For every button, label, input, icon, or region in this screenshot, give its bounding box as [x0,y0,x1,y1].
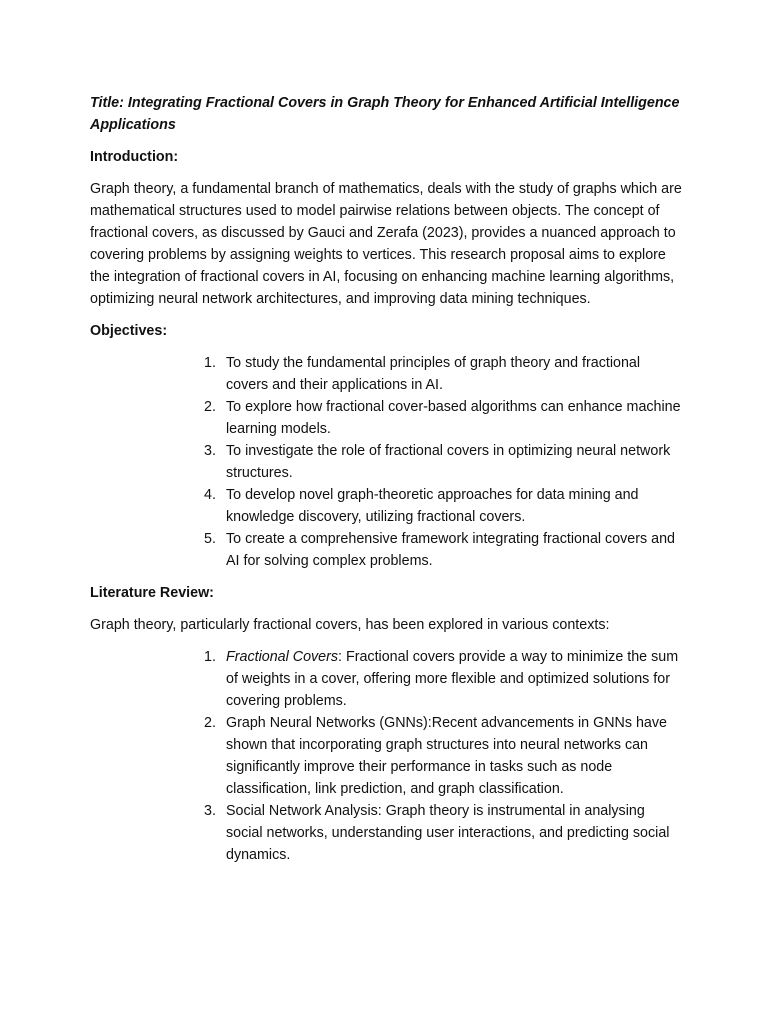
list-number: 3. [204,803,216,819]
list-item [204,484,682,528]
literature-review-intro: Graph theory, particularly fractional covers, has been explored in various contexts: [90,617,610,633]
list-item [204,528,682,572]
document-page [90,92,682,876]
list-item [204,646,682,712]
list-number: 1. [204,355,216,371]
list-number: 5. [204,531,216,547]
list-item-text: Graph Neural Networks (GNNs):Recent advancements in GNNs have shown that incorporating graph structures into neural networks can significantly improve their performance in tasks such as node classification, link prediction, and graph classification. [226,715,667,797]
list-item [204,712,682,800]
list-item [204,396,682,440]
list-item-text: To develop novel graph-theoretic approaches for data mining and knowledge discovery, utilizing fractional covers. [226,487,639,525]
list-number: 1. [204,649,216,665]
introduction-paragraph: Graph theory, a fundamental branch of mathematics, deals with the study of graphs which are mathematical structures used to model pairwise relations between objects. The concept of fractional covers, as discussed by Gauci and Zerafa (2023), provides a nuanced approach to covering problems by assigning weights to vertices. This research proposal aims to explore the integration of fractional covers in AI, focusing on enhancing machine learning algorithms, optimizing neural network architectures, and improving data mining techniques. [90,181,682,307]
list-item [204,800,682,866]
list-item-text: Social Network Analysis: Graph theory is instrumental in analysing social networks, understanding user interactions, and predicting social dynamics. [226,803,670,863]
list-item-text: To create a comprehensive framework integrating fractional covers and AI for solving complex problems. [226,531,675,569]
list-number: 3. [204,443,216,459]
introduction-heading: Introduction: [90,149,179,165]
list-item-text: To explore how fractional cover-based algorithms can enhance machine learning models. [226,399,681,437]
list-item-text: : Fractional covers provide a way to minimize the sum of weights in a cover, offering more flexible and optimized solutions for covering problems. [226,649,679,709]
document-title: Title: Integrating Fractional Covers in Graph Theory for Enhanced Artificial Intelligence Applications [90,95,680,133]
list-number: 2. [204,399,216,415]
list-item [204,352,682,396]
list-item-text: To study the fundamental principles of graph theory and fractional covers and their applications in AI. [226,355,641,393]
list-number: 2. [204,715,216,731]
list-item-term: Fractional Covers [226,649,339,665]
list-item [204,440,682,484]
objectives-heading: Objectives: [90,323,168,339]
list-item-text: To investigate the role of fractional covers in optimizing neural network structures. [226,443,671,481]
literature-review-list [90,646,682,866]
list-number: 4. [204,487,216,503]
objectives-list [90,352,682,572]
literature-review-heading: Literature Review: [90,585,214,601]
